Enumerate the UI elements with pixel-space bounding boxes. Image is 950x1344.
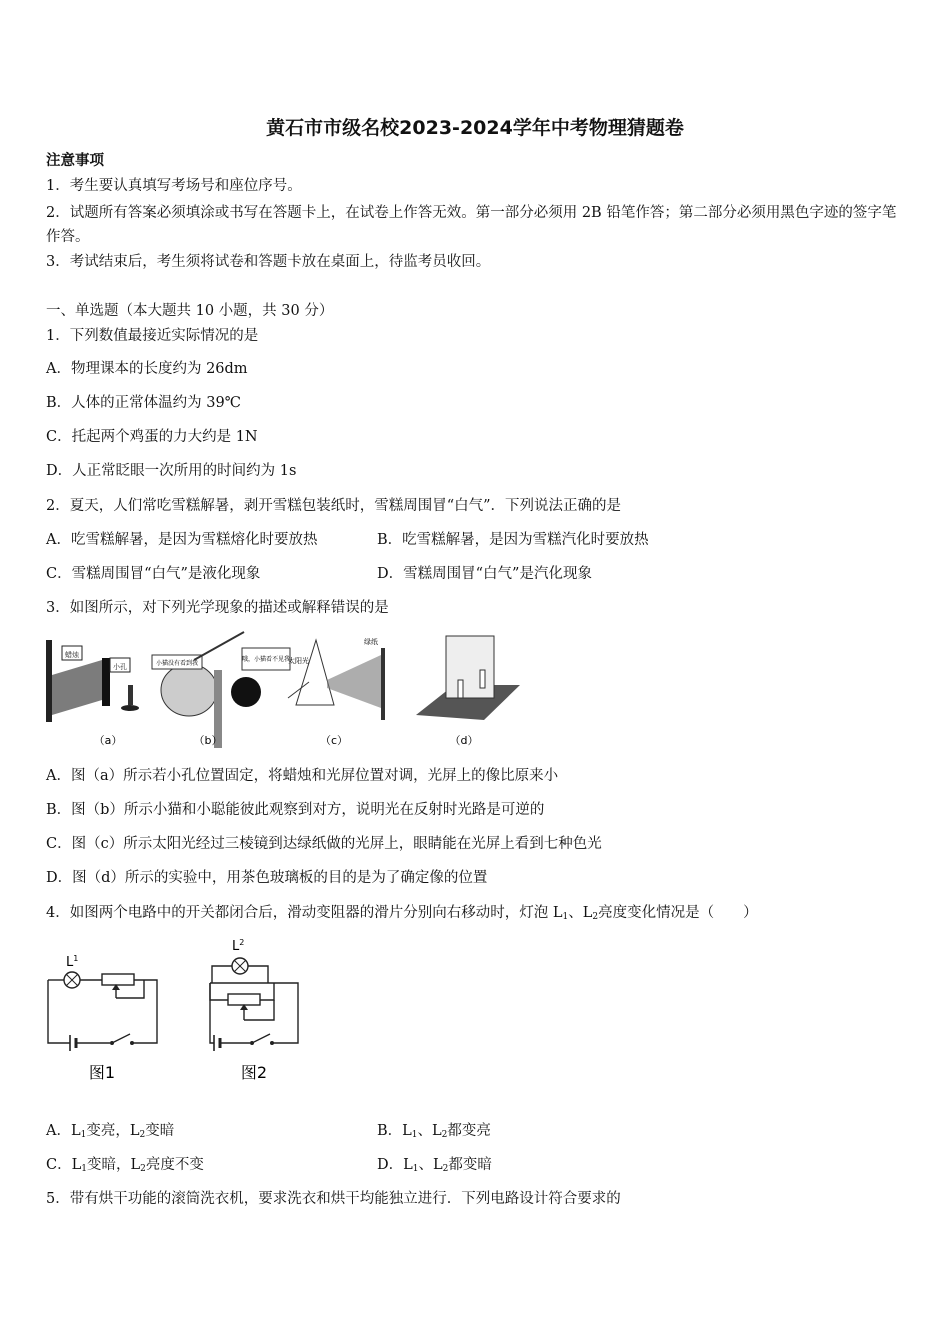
q5-stem: 5．带有烘干功能的滚筒洗衣机，要求洗衣和烘干均能独立进行．下列电路设计符合要求的 (46, 1191, 621, 1207)
label-hole: 小孔 (113, 663, 127, 671)
q4-option-a: A．$L_1$变亮，$L_2$变暗 (46, 1123, 175, 1140)
pinhole-board (102, 658, 110, 706)
switch-2 (252, 1034, 270, 1043)
rheostat-1 (102, 974, 134, 985)
caption-fig1: 图1 (88, 1063, 116, 1082)
q1-option-b: B．人体的正常体温约为 39℃ (46, 395, 241, 411)
switch-contact (130, 1041, 134, 1045)
figure-a-pinhole (46, 640, 139, 747)
q2-option-d: D．雪糕周围冒“白气”是汽化现象 (377, 566, 592, 582)
light-cone (52, 660, 102, 715)
lamp-l2-label: $L^2$ (232, 938, 245, 954)
bubble-shape (161, 664, 217, 716)
dispersed-light (327, 655, 381, 708)
candle-base (121, 705, 139, 711)
q3-option-c: C．图（c）所示太阳光经过三棱镜到达绿纸做的光屏上，眼睛能在光屏上看到七种色光 (46, 836, 602, 852)
candle-front (458, 680, 463, 698)
speech-left: 小猫没有看到我 (155, 660, 199, 667)
q3-option-a: A．图（a）所示若小孔位置固定，将蜡烛和光屏位置对调，光屏上的像比原来小 (46, 768, 559, 784)
wire (260, 983, 274, 1000)
q2-option-b: B．吃雪糕解暑，是因为雪糕汽化时要放热 (377, 532, 649, 548)
q4-stem-sub: 2 (592, 912, 599, 922)
q3-stem: 3．如图所示，对下列光学现象的描述或解释错误的是 (46, 600, 389, 616)
caption-a: （a） (93, 734, 123, 747)
wire (212, 966, 232, 983)
figure-c-prism (288, 637, 385, 747)
label-sunlight: 太阳光 (288, 657, 309, 665)
q4-option-b: B．$L_1$、$L_2$都变亮 (377, 1123, 491, 1140)
notice-item-3: 3．考试结束后，考生须将试卷和答题卡放在桌面上，待监考员收回。 (46, 254, 491, 270)
notice-heading: 注意事项 (46, 152, 104, 169)
boy-head (231, 677, 261, 707)
figure-b-mirror (152, 632, 290, 748)
circuit-2 (210, 938, 298, 1082)
q3-option-b: B．图（b）所示小猫和小聪能彼此观察到对方，说明光在反射时光路是可逆的 (46, 802, 545, 818)
q1-option-c: C．托起两个鸡蛋的力大约是 1N (46, 429, 258, 445)
label-green-paper: 绿纸 (364, 638, 378, 646)
q3-option-d: D．图（d）所示的实验中，用茶色玻璃板的目的是为了确定像的位置 (46, 870, 488, 886)
circuit-1 (48, 954, 157, 1082)
section-heading: 一、单选题（本大题共 10 小题，共 30 分） (46, 303, 334, 319)
prism-shape (296, 640, 334, 705)
caption-fig2: 图2 (240, 1063, 268, 1082)
q2-stem: 2．夏天，人们常吃雪糕解暑，剥开雪糕包装纸时，雪糕周围冒“白气”．下列说法正确的是 (46, 498, 622, 514)
green-screen (381, 648, 385, 720)
q1-stem: 1．下列数值最接近实际情况的是 (46, 328, 259, 344)
switch-1 (112, 1034, 130, 1043)
q3-optics-figure (44, 630, 524, 755)
screen-bar (46, 640, 52, 722)
caption-b: （b） (193, 734, 223, 747)
wire (210, 983, 214, 1043)
caption-d: （d） (449, 734, 479, 747)
q4-stem (46, 903, 758, 927)
q4-stem-part: 4．如图两个电路中的开关都闭合后，滑动变阻器的滑片分别向右移动时，灯泡 L (46, 905, 563, 921)
candle-back (480, 670, 485, 688)
exam-title: 黄石市市级名校2023-2024学年中考物理猜题卷 (266, 117, 684, 139)
q2-option-a: A．吃雪糕解暑，是因为雪糕熔化时要放热 (46, 532, 318, 548)
figure-d-glass (416, 636, 520, 747)
q2-option-c: C．雪糕周围冒“白气”是液化现象 (46, 566, 261, 582)
q1-option-d: D．人正常眨眼一次所用的时间约为 1s (46, 463, 297, 479)
wire (248, 966, 268, 983)
wire (210, 983, 228, 1000)
label-candle: 蜡烛 (65, 651, 79, 659)
wire (48, 980, 70, 1043)
lamp-l1-label: $L^1$ (66, 954, 79, 970)
rheostat-2 (228, 994, 260, 1005)
q4-stem-part: 、L (568, 905, 593, 921)
q4-option-d: D．$L_1$、$L_2$都变暗 (377, 1157, 492, 1174)
notice-item-2: 2．试题所有答案必须填涂或书写在答题卡上，在试卷上作答无效。第一部分必须用 2B 铅笔作答；第二部分必须用黑色字迹的签字笔作答。 (46, 205, 897, 245)
q4-circuit-figure (44, 938, 306, 1090)
caption-c: （c） (319, 734, 349, 747)
candle-body (128, 685, 133, 705)
q4-stem-sub: 1 (562, 912, 569, 922)
q1-option-a: A．物理课本的长度约为 26dm (46, 361, 248, 377)
speech-right: 哦，小猫看不见我 (241, 656, 291, 663)
switch-contact (270, 1041, 274, 1045)
q4-option-c: C．$L_1$变暗，$L_2$亮度不变 (46, 1157, 204, 1174)
glass-plate (446, 636, 494, 698)
q4-stem-part: 亮度变化情况是（ ） (598, 905, 758, 921)
mirror-arm (194, 632, 244, 660)
wire (210, 983, 298, 1043)
notice-item-1: 1．考生要认真填写考场号和座位序号。 (46, 178, 302, 194)
